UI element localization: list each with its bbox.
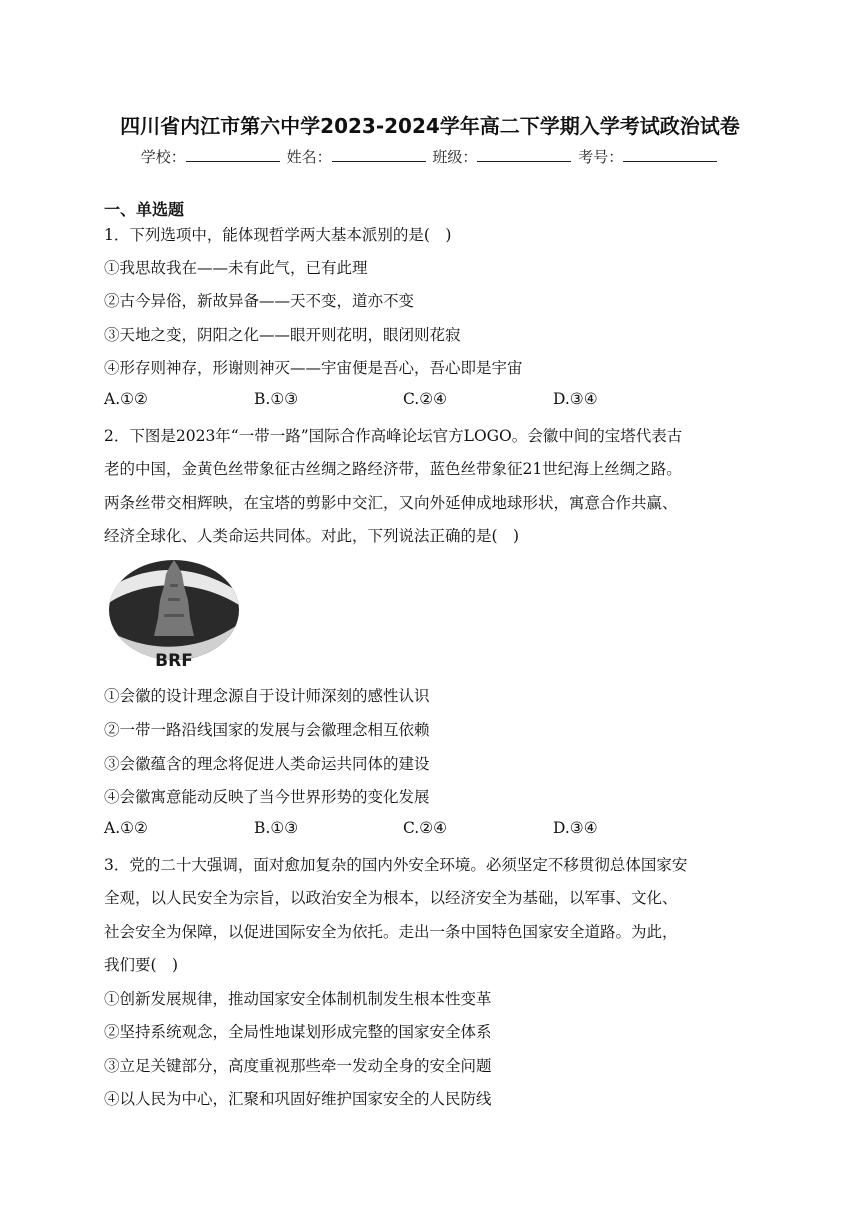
brf-logo-text: BRF <box>155 651 193 670</box>
q3-item: ④以人民为中心，汇聚和巩固好维护国家安全的人民防线 <box>104 1090 492 1108</box>
q1-option-c[interactable]: C.②④ <box>403 390 448 408</box>
exam-title: 四川省内江市第六中学2023-2024学年高二下学期入学考试政治试卷 <box>120 114 740 138</box>
q1-item: ④形存则神存，形谢则神灭——宇宙便是吾心，吾心即是宇宙 <box>104 359 523 377</box>
q3-item: ③立足关键部分，高度重视那些牵一发动全身的安全问题 <box>104 1057 492 1075</box>
school-label: 学校： <box>140 148 186 166</box>
q2-option-d[interactable]: D.③④ <box>553 819 598 837</box>
q1-option-b[interactable]: B.①③ <box>254 390 299 408</box>
q3-stem-line: 我们要( ) <box>104 956 179 974</box>
q2-item: ②一带一路沿线国家的发展与会徽理念相互依赖 <box>104 721 430 739</box>
brf-logo-image <box>104 556 244 670</box>
q2-option-a[interactable]: A.①② <box>104 819 148 837</box>
q2-stem-line: 经济全球化、人类命运共同体。对此，下列说法正确的是( ) <box>104 527 520 545</box>
school-blank[interactable] <box>186 147 280 162</box>
q3-item: ①创新发展规律，推动国家安全体制机制发生根本性变革 <box>104 990 492 1008</box>
q1-item: ③天地之变，阴阳之化——眼开则花明，眼闭则花寂 <box>104 326 461 344</box>
q1-stem: 1．下列选项中，能体现哲学两大基本派别的是( ) <box>104 226 452 244</box>
name-blank[interactable] <box>332 147 426 162</box>
class-blank[interactable] <box>477 147 571 162</box>
q2-stem-line: 老的中国，金黄色丝带象征古丝绸之路经济带，蓝色丝带象征21世纪海上丝绸之路。 <box>104 460 682 478</box>
q1-option-d[interactable]: D.③④ <box>553 390 598 408</box>
exam-number-blank[interactable] <box>623 147 717 162</box>
student-info-row <box>0 146 860 167</box>
section-heading: 一、单选题 <box>104 200 185 219</box>
q3-stem-line: 3．党的二十大强调，面对愈加复杂的国内外安全环境。必须坚定不移贯彻总体国家安 <box>104 856 688 874</box>
q2-stem-line: 2．下图是2023年“一带一路”国际合作高峰论坛官方LOGO。会徽中间的宝塔代表古 <box>104 427 683 445</box>
q2-stem-line: 两条丝带交相辉映，在宝塔的剪影中交汇，又向外延伸成地球形状，寓意合作共赢、 <box>104 494 678 512</box>
class-label: 班级： <box>432 148 478 166</box>
q1-item: ①我思故我在——未有此气，已有此理 <box>104 259 368 277</box>
q3-item: ②坚持系统观念，全局性地谋划形成完整的国家安全体系 <box>104 1023 492 1041</box>
q1-item: ②古今异俗，新故异备——天不变，道亦不变 <box>104 292 415 310</box>
q2-item: ④会徽寓意能动反映了当今世界形势的变化发展 <box>104 788 430 806</box>
name-label: 姓名： <box>286 148 332 166</box>
q3-stem-line: 全观，以人民安全为宗旨，以政治安全为根本，以经济安全为基础，以军事、文化、 <box>104 889 678 907</box>
q2-item: ①会徽的设计理念源自于设计师深刻的感性认识 <box>104 687 430 705</box>
q3-stem-line: 社会安全为保障，以促进国际安全为依托。走出一条中国特色国家安全道路。为此， <box>104 923 678 941</box>
q2-item: ③会徽蕴含的理念将促进人类命运共同体的建设 <box>104 755 430 773</box>
exam-number-label: 考号： <box>578 148 624 166</box>
q2-option-c[interactable]: C.②④ <box>403 819 448 837</box>
q2-option-b[interactable]: B.①③ <box>254 819 299 837</box>
q1-option-a[interactable]: A.①② <box>104 390 148 408</box>
